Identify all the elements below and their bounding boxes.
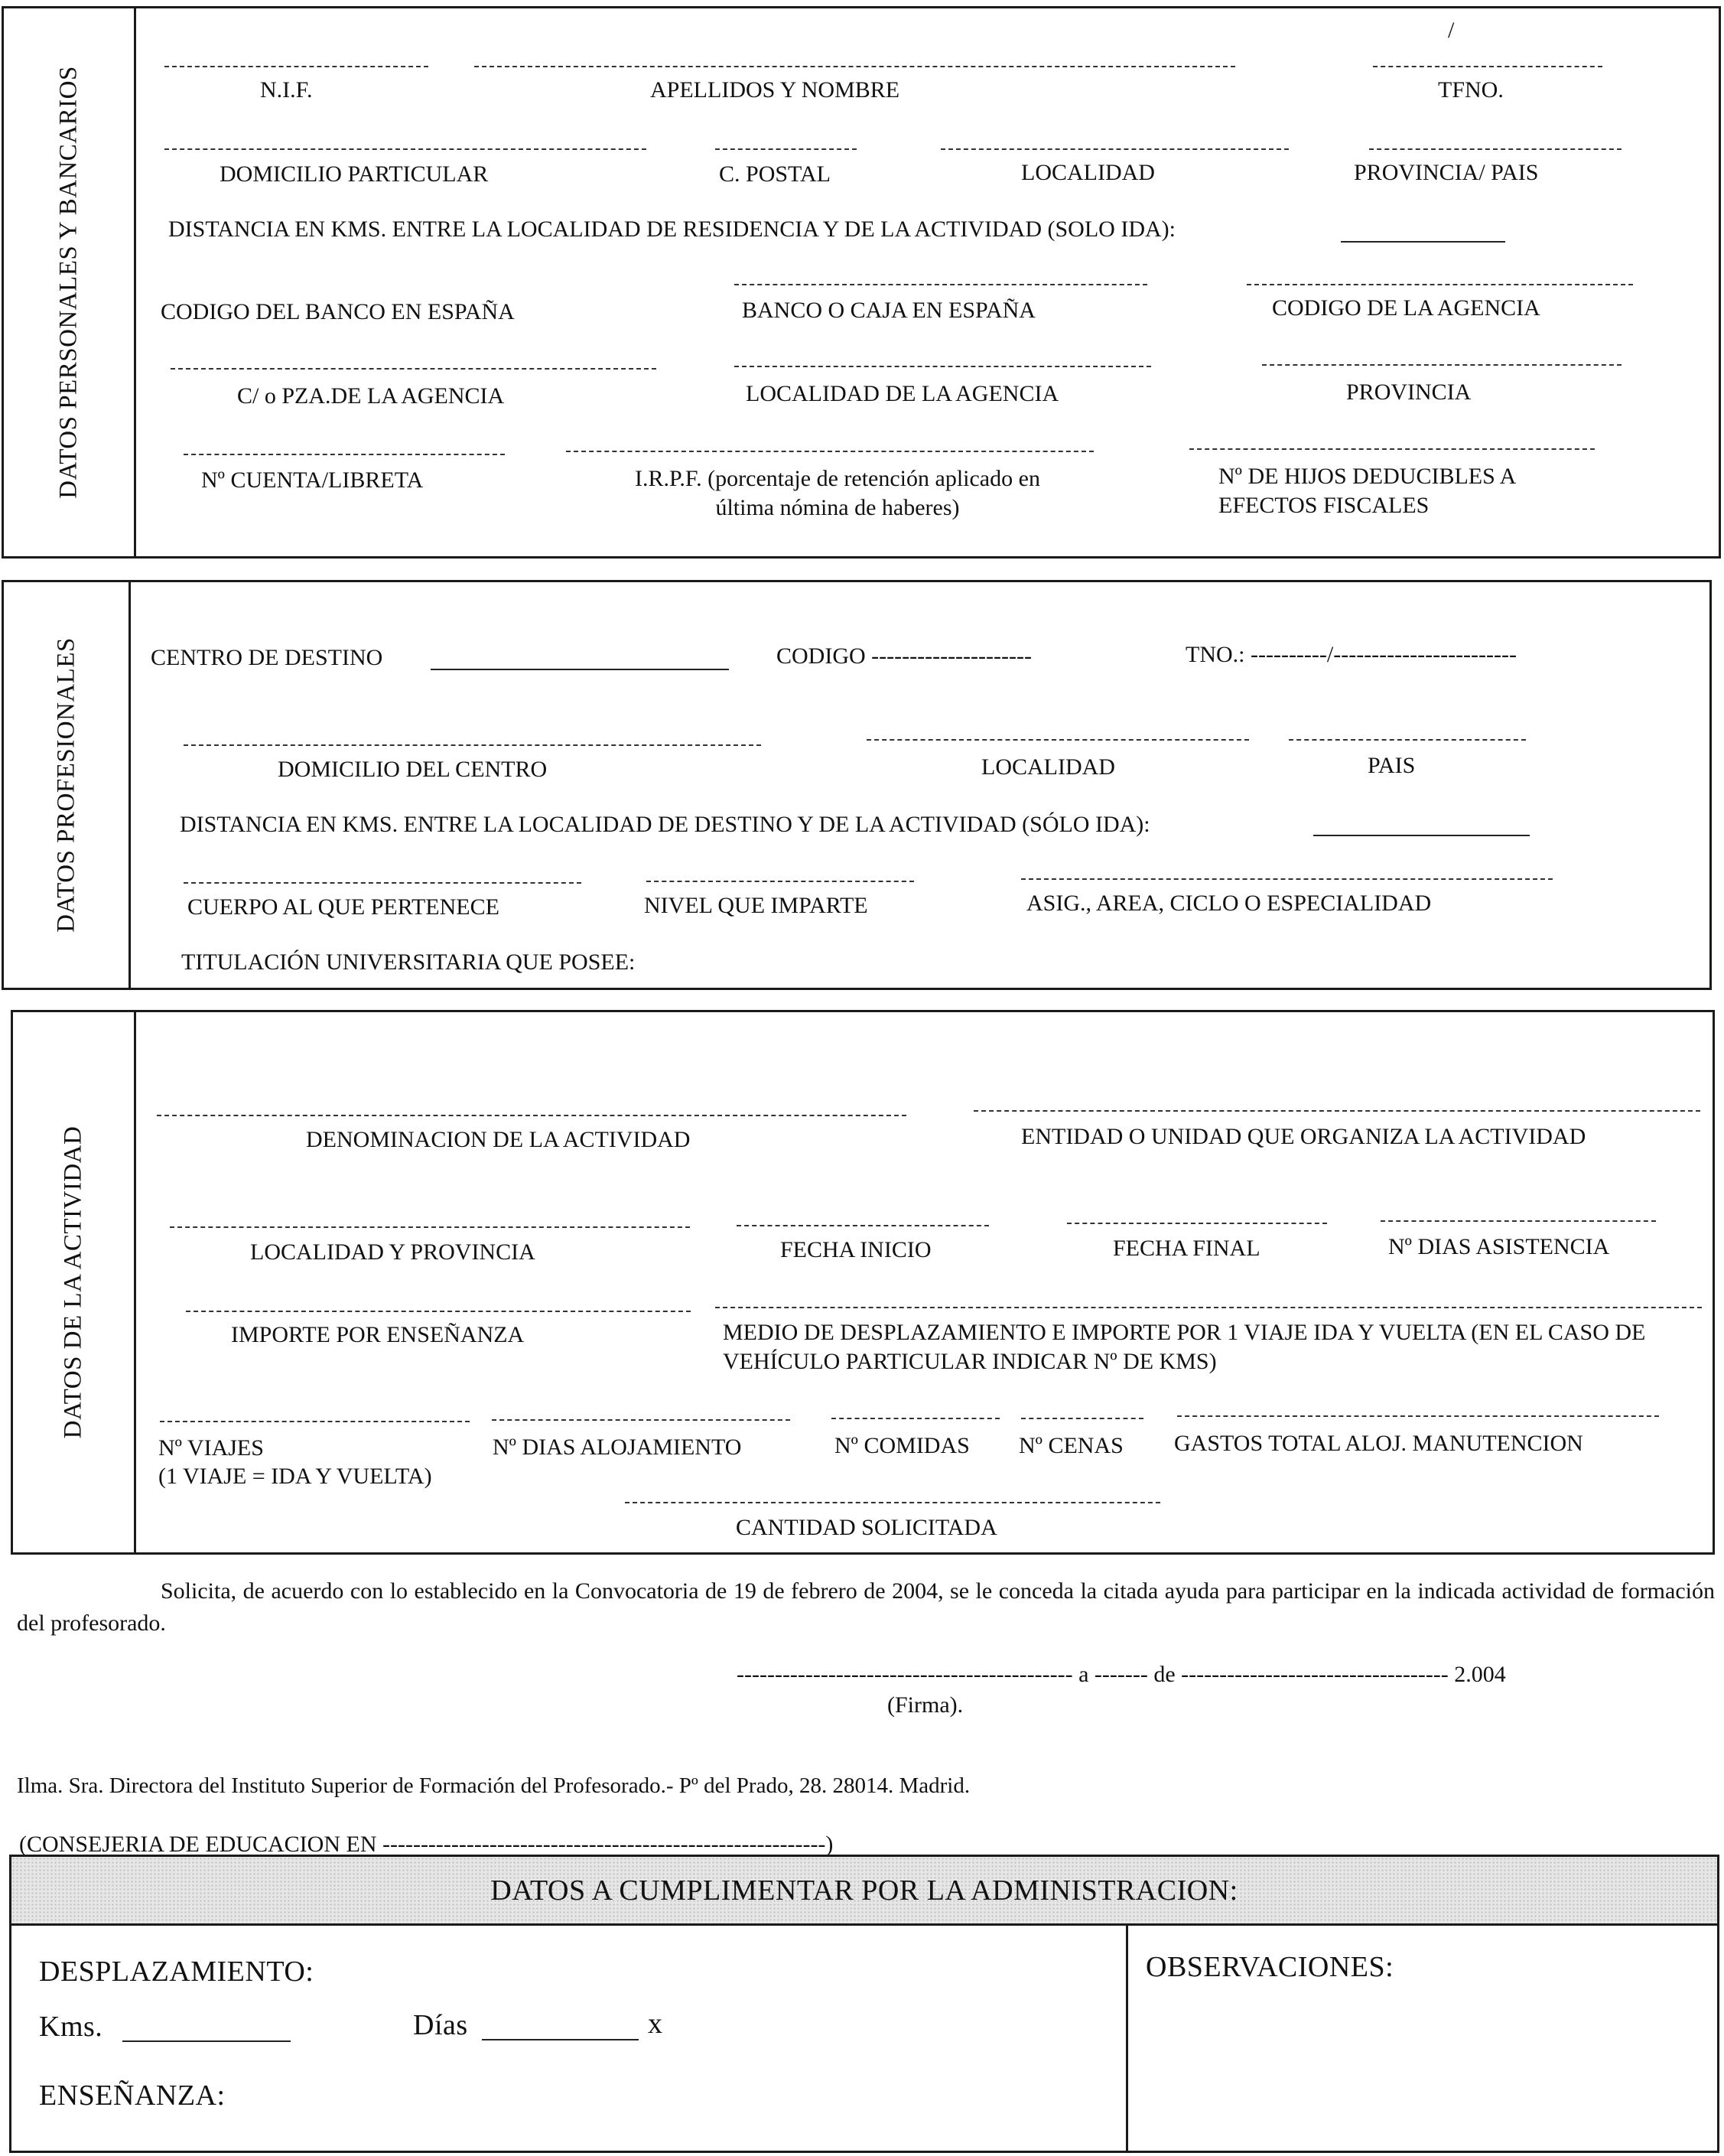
asig-label: ASIG., AREA, CICLO O ESPECIALIDAD xyxy=(1026,891,1432,916)
apellidos-field[interactable] xyxy=(474,66,1235,67)
section-datos-personales xyxy=(2,6,1721,559)
dias-alojamiento-field[interactable] xyxy=(492,1419,790,1421)
entidad-label: ENTIDAD O UNIDAD QUE ORGANIZA LA ACTIVIDAD xyxy=(1021,1124,1586,1149)
importe-ensenanza-label: IMPORTE POR ENSEÑANZA xyxy=(231,1322,525,1347)
localidad-centro-field[interactable] xyxy=(867,739,1249,741)
nif-label: N.I.F. xyxy=(260,77,313,103)
cenas-field[interactable] xyxy=(1021,1418,1143,1419)
cenas-label: Nº CENAS xyxy=(1019,1433,1124,1458)
section-title-datos-personales: DATOS PERSONALES Y BANCARIOS xyxy=(54,66,83,499)
localidad-provincia-label: LOCALIDAD Y PROVINCIA xyxy=(250,1239,535,1265)
firma-label: (Firma). xyxy=(887,1692,964,1718)
fecha-inicio-field[interactable] xyxy=(737,1225,989,1226)
comidas-field[interactable] xyxy=(831,1418,1000,1419)
solicitud-text: Solicita, de acuerdo con lo establecido en la Convocatoria de 19 de febrero de 2004, se le conceda la citada ayuda para participar en la indicada actividad de formación del profesorado. xyxy=(17,1578,1715,1636)
fecha-final-label: FECHA FINAL xyxy=(1113,1236,1260,1261)
localidad-label: LOCALIDAD xyxy=(1021,160,1155,185)
nivel-field[interactable] xyxy=(646,881,914,882)
distancia-residencia-label: DISTANCIA EN KMS. ENTRE LA LOCALIDAD DE RESIDENCIA Y DE LA ACTIVIDAD (SOLO IDA): xyxy=(168,217,1176,242)
distancia-destino-field[interactable] xyxy=(1313,835,1530,836)
kms-label: Kms. xyxy=(39,2011,103,2043)
section-datos-actividad xyxy=(11,1010,1715,1555)
centro-destino-label: CENTRO DE DESTINO xyxy=(151,645,383,670)
domicilio-centro-field[interactable] xyxy=(184,744,761,746)
provincia-agencia-label: PROVINCIA xyxy=(1346,379,1472,405)
dias-asistencia-field[interactable] xyxy=(1381,1220,1656,1222)
admin-header-band xyxy=(11,1857,1717,1926)
ensenanza-label: ENSEÑANZA: xyxy=(39,2079,226,2112)
fecha-final-field[interactable] xyxy=(1067,1223,1327,1224)
localidad-field[interactable] xyxy=(941,148,1289,150)
dias-asistencia-label: Nº DIAS ASISTENCIA xyxy=(1388,1234,1610,1259)
domicilio-field[interactable] xyxy=(164,148,646,150)
cantidad-solicitada-field[interactable] xyxy=(625,1502,1160,1503)
fecha-inicio-label: FECHA INICIO xyxy=(780,1237,932,1262)
cuerpo-label: CUERPO AL QUE PERTENECE xyxy=(187,894,499,920)
domicilio-label: DOMICILIO PARTICULAR xyxy=(220,161,489,187)
irpf-field[interactable] xyxy=(566,451,1094,452)
medio-desplazamiento-label: MEDIO DE DESPLAZAMIENTO E IMPORTE POR 1 VIAJE IDA Y VUELTA (EN EL CASO DE VEHÍCULO PARTICULAR INDICAR Nº DE KMS) xyxy=(723,1320,1646,1374)
codigo-agencia-field[interactable] xyxy=(1247,284,1633,285)
section-datos-profesionales xyxy=(2,580,1712,990)
provincia-pais-field[interactable] xyxy=(1369,148,1622,150)
tfno-label: TFNO. xyxy=(1438,77,1504,103)
observaciones-label: OBSERVACIONES: xyxy=(1146,1951,1394,1983)
section-side-column xyxy=(4,8,136,556)
pza-agencia-field[interactable] xyxy=(171,368,656,370)
distancia-residencia-field[interactable] xyxy=(1341,241,1505,243)
pza-agencia-label: C/ o PZA.DE LA AGENCIA xyxy=(237,383,505,409)
centro-destino-field[interactable] xyxy=(431,669,729,670)
provincia-pais-label: PROVINCIA/ PAIS xyxy=(1354,160,1539,185)
irpf-label: I.R.P.F. (porcentaje de retención aplicado en última nómina de haberes) xyxy=(635,466,1040,520)
banco-caja-field[interactable] xyxy=(734,284,1147,285)
admin-divider xyxy=(1126,1923,1128,2151)
nif-field[interactable] xyxy=(164,66,428,67)
admin-header-title: DATOS A CUMPLIMENTAR POR LA ADMINISTRACION: xyxy=(490,1874,1238,1907)
viajes-note-label: (1 VIAJE = IDA Y VUELTA) xyxy=(158,1464,432,1489)
nivel-label: NIVEL QUE IMPARTE xyxy=(644,893,868,918)
kms-field[interactable] xyxy=(122,2040,291,2042)
codigo-agencia-label: CODIGO DE LA AGENCIA xyxy=(1272,295,1540,321)
gastos-field[interactable] xyxy=(1177,1415,1659,1417)
banco-caja-label: BANCO O CAJA EN ESPAÑA xyxy=(742,298,1036,323)
dias-label: Días xyxy=(413,2009,468,2041)
localidad-agencia-field[interactable] xyxy=(734,366,1151,367)
viajes-label: Nº VIAJES xyxy=(158,1435,264,1461)
asig-field[interactable] xyxy=(1021,878,1553,880)
comidas-label: Nº COMIDAS xyxy=(834,1433,970,1458)
entidad-field[interactable] xyxy=(974,1110,1700,1112)
gastos-label: GASTOS TOTAL ALOJ. MANUTENCION xyxy=(1174,1431,1583,1456)
dias-alojamiento-label: Nº DIAS ALOJAMIENTO xyxy=(493,1435,742,1460)
cuenta-field[interactable] xyxy=(184,454,505,455)
cuerpo-field[interactable] xyxy=(184,882,581,884)
viajes-field[interactable] xyxy=(160,1421,470,1422)
domicilio-centro-label: DOMICILIO DEL CENTRO xyxy=(278,757,548,782)
cuenta-label: Nº CUENTA/LIBRETA xyxy=(201,467,424,493)
pais-centro-field[interactable] xyxy=(1289,739,1526,741)
importe-ensenanza-field[interactable] xyxy=(186,1311,691,1312)
cantidad-solicitada-label: CANTIDAD SOLICITADA xyxy=(736,1515,997,1540)
dias-x-label: x xyxy=(648,2008,663,2040)
titulacion-label: TITULACIÓN UNIVERSITARIA QUE POSEE: xyxy=(181,949,636,975)
hijos-label: Nº DE HIJOS DEDUCIBLES A EFECTOS FISCALES xyxy=(1218,464,1515,518)
denominacion-field[interactable] xyxy=(157,1115,906,1116)
cpostal-field[interactable] xyxy=(715,148,857,150)
localidad-centro-label: LOCALIDAD xyxy=(981,754,1115,780)
section-title-datos-profesionales: DATOS PROFESIONALES xyxy=(52,637,80,933)
tno-label: TNO.: ----------/------------------------ xyxy=(1186,642,1517,667)
localidad-provincia-field[interactable] xyxy=(170,1226,690,1228)
codigo-label: CODIGO --------------------- xyxy=(776,643,1032,669)
section-side-column xyxy=(13,1012,136,1552)
medio-desplazamiento-field[interactable] xyxy=(715,1307,1702,1308)
desplazamiento-label: DESPLAZAMIENTO: xyxy=(39,1956,314,1988)
cpostal-label: C. POSTAL xyxy=(719,161,831,187)
section-title-datos-actividad: DATOS DE LA ACTIVIDAD xyxy=(59,1125,87,1439)
denominacion-label: DENOMINACION DE LA ACTIVIDAD xyxy=(306,1127,691,1152)
section-side-column xyxy=(4,582,131,988)
provincia-agencia-field[interactable] xyxy=(1262,364,1622,366)
fecha-lugar-line[interactable]: -------------------------------------------- a ------- de ----------------------------------- 2.004 xyxy=(737,1662,1506,1687)
admin-box xyxy=(9,1855,1719,2153)
dias-field[interactable] xyxy=(482,2039,639,2040)
tfno-slash: / xyxy=(1448,18,1455,43)
tfno-field[interactable] xyxy=(1373,66,1602,67)
pais-centro-label: PAIS xyxy=(1368,753,1416,778)
codigo-banco-label: CODIGO DEL BANCO EN ESPAÑA xyxy=(161,299,515,324)
distancia-destino-label: DISTANCIA EN KMS. ENTRE LA LOCALIDAD DE DESTINO Y DE LA ACTIVIDAD (SÓLO IDA): xyxy=(180,812,1150,837)
destinatario-text: Ilma. Sra. Directora del Instituto Superior de Formación del Profesorado.- Pº del Prado, 28. 28014. Madrid. xyxy=(17,1773,971,1798)
localidad-agencia-label: LOCALIDAD DE LA AGENCIA xyxy=(746,381,1059,406)
apellidos-label: APELLIDOS Y NOMBRE xyxy=(650,77,900,103)
consejeria-line[interactable]: (CONSEJERIA DE EDUCACION EN ----------------------------------------------------------) xyxy=(19,1832,834,1857)
hijos-field[interactable] xyxy=(1189,448,1595,450)
